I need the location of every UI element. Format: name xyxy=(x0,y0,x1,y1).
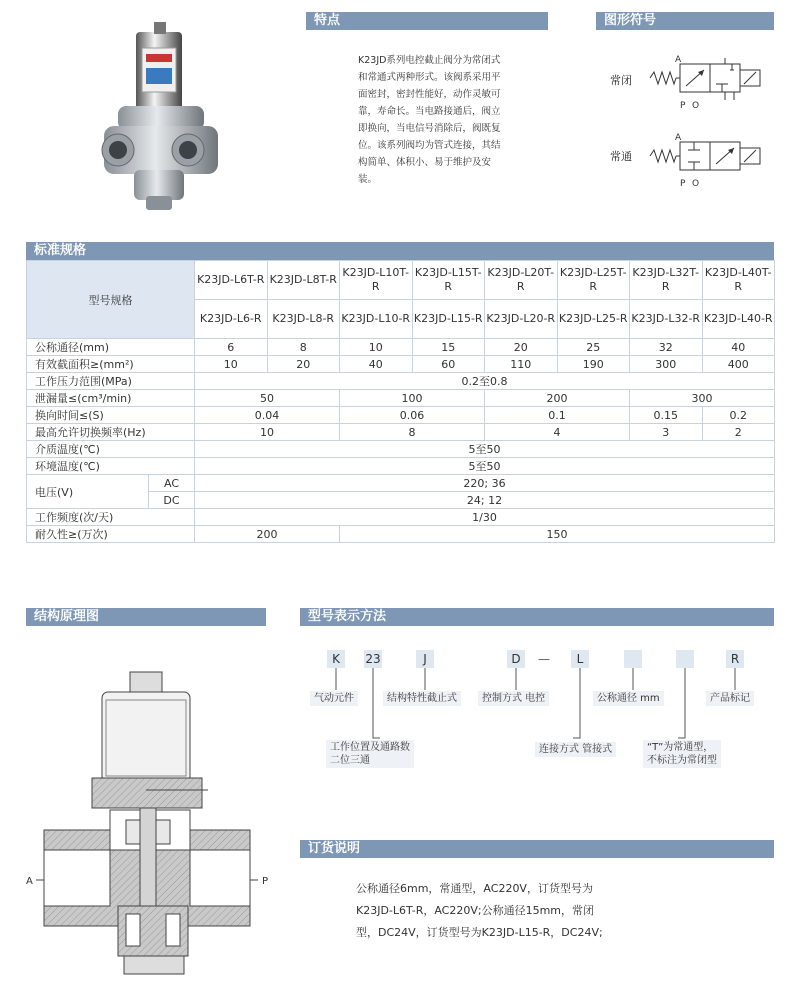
model-t-cell: K23JD-L25T-R xyxy=(557,261,630,300)
area-value: 300 xyxy=(630,356,703,373)
model-c-cell: K23JD-L6-R xyxy=(195,300,268,339)
freq-value: 10 xyxy=(195,424,340,441)
bore-value: 6 xyxy=(195,339,268,356)
symbol-open-port-o: O xyxy=(692,179,700,188)
model-t-cell: K23JD-L40T-R xyxy=(702,261,775,300)
structure-heading: 结构原理图 xyxy=(26,608,266,626)
env-temp-value: 5至50 xyxy=(195,458,775,475)
bore-value: 15 xyxy=(412,339,485,356)
features-heading: 特点 xyxy=(306,12,548,30)
model-code-heading: 型号表示方法 xyxy=(300,608,774,626)
code-label-bore: 公称通径 mm xyxy=(593,691,664,706)
symbol-closed-label: 常闭 xyxy=(610,74,632,87)
model-t-cell: K23JD-L20T-R xyxy=(485,261,558,300)
area-value: 60 xyxy=(412,356,485,373)
code-label-k: 气动元件 xyxy=(310,691,358,706)
model-t-cell: K23JD-L10T-R xyxy=(340,261,413,300)
bore-value: 8 xyxy=(267,339,340,356)
model-c-cell: K23JD-L20-R xyxy=(485,300,558,339)
symbol-closed-port-o: O xyxy=(692,101,700,110)
code-k: K xyxy=(327,650,345,668)
symbol-open-label: 常通 xyxy=(610,150,632,163)
voltage-dc-label: DC xyxy=(149,492,195,509)
model-c-cell: K23JD-L15-R xyxy=(412,300,485,339)
area-value: 110 xyxy=(485,356,558,373)
symbol-closed-port-a: A xyxy=(675,55,682,65)
work-freq-value: 1/30 xyxy=(195,509,775,526)
freq-label: 最高允许切换频率(Hz) xyxy=(27,424,195,441)
durability-label: 耐久性≥(万次) xyxy=(27,526,195,543)
code-bore-slot xyxy=(624,650,642,668)
code-r: R xyxy=(726,650,744,668)
area-value: 40 xyxy=(340,356,413,373)
leak-value: 50 xyxy=(195,390,340,407)
area-value: 20 xyxy=(267,356,340,373)
code-label-j: 结构特性截止式 xyxy=(383,691,461,706)
code-23: 23 xyxy=(365,652,381,666)
code-t-slot xyxy=(676,650,694,668)
voltage-ac-label: AC xyxy=(149,475,195,492)
bore-label: 公称通径(mm) xyxy=(27,339,195,356)
switch-time-label: 换向时间≤(S) xyxy=(27,407,195,424)
area-value: 10 xyxy=(195,356,268,373)
switch-time-value: 0.1 xyxy=(485,407,630,424)
model-t-cell: K23JD-L32T-R xyxy=(630,261,703,300)
symbol-closed-port-p: P xyxy=(680,101,686,110)
code-d: D xyxy=(507,650,525,668)
bore-value: 32 xyxy=(630,339,703,356)
leak-label: 泄漏量≤(cm³/min) xyxy=(27,390,195,407)
durability-value: 150 xyxy=(340,526,775,543)
area-value: 400 xyxy=(702,356,775,373)
model-c-cell: K23JD-L25-R xyxy=(557,300,630,339)
code-j: J xyxy=(416,650,434,668)
code-label-d: 控制方式 电控 xyxy=(478,691,549,706)
model-t-cell: K23JD-L8T-R xyxy=(267,261,340,300)
order-text: 公称通径6mm，常通型，AC220V，订货型号为K23JD-L6T-R，AC220V;公称通径15mm，常闭型，DC24V，订货型号为K23JD-L15-R，DC24V; xyxy=(356,882,603,939)
symbol-heading: 图形符号 xyxy=(596,12,774,30)
code-dash: — xyxy=(538,652,550,666)
code-label-t: “T”为常通型， 不标注为常闭型 xyxy=(643,740,721,768)
product-photo xyxy=(88,20,238,220)
spec-heading: 标准规格 xyxy=(26,242,774,260)
model-t-cell: K23JD-L15T-R xyxy=(412,261,485,300)
symbol-open-port-p: P xyxy=(680,179,686,188)
model-label: 型号规格 xyxy=(27,261,195,339)
leak-value: 300 xyxy=(630,390,775,407)
bore-value: 25 xyxy=(557,339,630,356)
valve-symbol-closed xyxy=(648,50,763,110)
area-value: 190 xyxy=(557,356,630,373)
work-freq-label: 工作频度(次/天) xyxy=(27,509,195,526)
switch-time-value: 0.2 xyxy=(702,407,775,424)
features-text: K23JD系列电控截止阀分为常闭式和常通式两种形式。该阀系采用平面密封，密封性能好，动作灵敏可靠，寿命长。当电路接通后，阀立即换向，当电信号消除后，阀既复位。该系列阀均为管式连接，其结构简单、体积小、易于维护及安装。 xyxy=(358,55,501,185)
code-l: L xyxy=(571,650,589,668)
order-heading: 订货说明 xyxy=(300,840,774,858)
model-c-cell: K23JD-L10-R xyxy=(340,300,413,339)
switch-time-value: 0.04 xyxy=(195,407,340,424)
leak-value: 200 xyxy=(485,390,630,407)
model-t-cell: K23JD-L6T-R xyxy=(195,261,268,300)
switch-time-value: 0.15 xyxy=(630,407,703,424)
pressure-label: 工作压力范围(MPa) xyxy=(27,373,195,390)
voltage-label: 电压(V) xyxy=(27,475,149,509)
voltage-ac-value: 220; 36 xyxy=(195,475,775,492)
durability-value: 200 xyxy=(195,526,340,543)
switch-time-value: 0.06 xyxy=(340,407,485,424)
structure-port-a: A xyxy=(26,876,33,887)
model-c-cell: K23JD-L40-R xyxy=(702,300,775,339)
medium-temp-value: 5至50 xyxy=(195,441,775,458)
code-label-conn: 连接方式 管接式 xyxy=(535,742,616,757)
freq-value: 4 xyxy=(485,424,630,441)
area-label: 有效截面积≥(mm²) xyxy=(27,356,195,373)
medium-temp-label: 介质温度(℃) xyxy=(27,441,195,458)
bore-value: 20 xyxy=(485,339,558,356)
freq-value: 8 xyxy=(340,424,485,441)
spec-table xyxy=(26,260,775,543)
valve-symbol-open xyxy=(648,128,763,188)
bore-value: 40 xyxy=(702,339,775,356)
voltage-dc-value: 24; 12 xyxy=(195,492,775,509)
pressure-value: 0.2至0.8 xyxy=(195,373,775,390)
symbol-open-port-a: A xyxy=(675,133,682,143)
code-label-pos: 工作位置及通路数 二位三通 xyxy=(326,740,414,768)
code-label-r: 产品标记 xyxy=(706,691,754,706)
model-c-cell: K23JD-L8-R xyxy=(267,300,340,339)
bore-value: 10 xyxy=(340,339,413,356)
model-c-cell: K23JD-L32-R xyxy=(630,300,703,339)
freq-value: 2 xyxy=(702,424,775,441)
structure-diagram xyxy=(26,670,276,990)
freq-value: 3 xyxy=(630,424,703,441)
env-temp-label: 环境温度(℃) xyxy=(27,458,195,475)
leak-value: 100 xyxy=(340,390,485,407)
structure-port-p: P xyxy=(262,876,269,887)
